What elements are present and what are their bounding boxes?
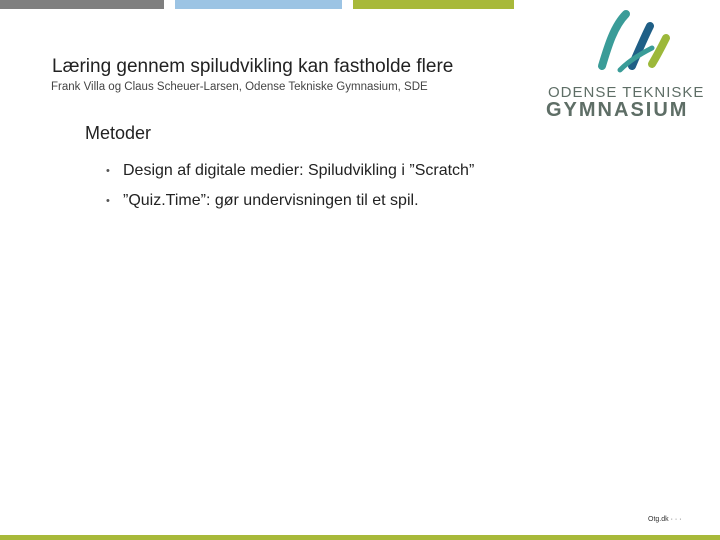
bottom-accent-bar bbox=[0, 535, 720, 540]
top-accent-bar-blue bbox=[175, 0, 342, 9]
school-logo bbox=[540, 4, 705, 122]
bullet-icon: • bbox=[106, 195, 110, 207]
bullet-text: ”Quiz.Time”: gør undervisningen til et spil. bbox=[123, 192, 419, 209]
bullet-list bbox=[106, 160, 486, 220]
section-heading: Metoder bbox=[85, 123, 152, 143]
logo-strokes-icon bbox=[540, 4, 690, 84]
list-item bbox=[106, 190, 486, 212]
logo-text-line2: GYMNASIUM bbox=[546, 99, 689, 121]
slide-subtitle: Frank Villa og Claus Scheuer-Larsen, Odense Tekniske Gymnasium, SDE bbox=[51, 81, 428, 93]
top-accent-bar-green bbox=[353, 0, 514, 9]
bullet-icon: • bbox=[106, 165, 110, 177]
footer-text: Otg.dk · · · bbox=[648, 516, 682, 523]
list-item bbox=[106, 160, 486, 182]
bullet-text: Design af digitale medier: Spiludvikling i ”Scratch” bbox=[123, 162, 475, 179]
slide-title: Læring gennem spiludvikling kan fastholde flere bbox=[52, 56, 454, 77]
top-accent-bar-gray bbox=[0, 0, 164, 9]
logo-text-line1: ODENSE TEKNISKE bbox=[548, 84, 705, 101]
